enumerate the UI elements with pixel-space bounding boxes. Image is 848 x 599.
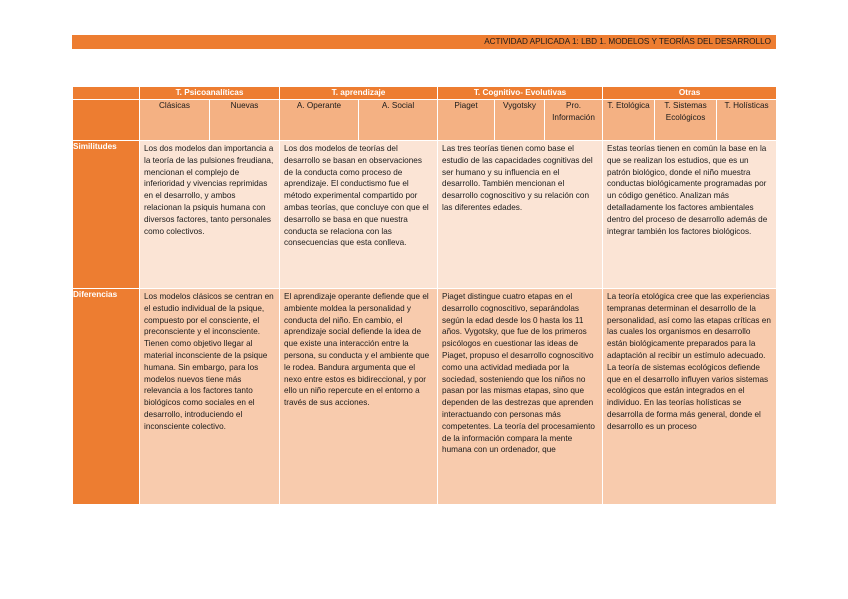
- similitudes-cognitivo-cell: Las tres teorías tienen como base el estudio de las capacidades cognitivas del ser humano y su influencia en el desarrollo. También mencionan el desarrollo cognoscitivo y su relación con las diferentes edades.: [438, 141, 603, 289]
- subheader-row: [73, 100, 777, 141]
- subheader-nuevas: Nuevas: [210, 100, 280, 141]
- theories-comparison-table: [72, 86, 777, 505]
- document-title-banner: ACTIVIDAD APLICADA 1: LBD 1. MODELOS Y TEORÍAS DEL DESARROLLO: [72, 35, 776, 49]
- diferencias-cognitivo-cell: Piaget distingue cuatro etapas en el desarrollo cognoscitivo, separándolas según la edad desde los 0 hasta los 11 años. Vygotsky, que fue de los primeros psicólogos en cuestionar las ideas de Piaget, propuso el desarrollo cognoscitivo como una actividad mediada por la sociedad, sosteniendo que los niños no pasan por las mismas etapas, sino que dependen de las destrezas que aprenden interactuando con personas más competentes. La teoría del procesamiento de la información compara la mente humana con un ordenador, que: [438, 289, 603, 505]
- similitudes-aprendizaje-cell: Los dos modelos de teorías del desarrollo se basan en observaciones de la conducta como proceso de aprendizaje. El conductismo fue el método experimental compartido por ambas teorías, que concluye con que el desarrollo se basa en que nuestra conducta se relaciona con las consecuencias que esta conlleva.: [280, 141, 438, 289]
- subheader-vygotsky: Vygotsky: [495, 100, 545, 141]
- group-header-aprendizaje: T. aprendizaje: [280, 87, 438, 100]
- subheader-a-social: A. Social: [359, 100, 438, 141]
- row-label-diferencias: Diferencias: [73, 289, 140, 505]
- subheader-t-sistemas-ecologicos: T. Sistemas Ecológicos: [655, 100, 717, 141]
- subheader-piaget: Piaget: [438, 100, 495, 141]
- diferencias-psicoanaliticas-cell: Los modelos clásicos se centran en el estudio individual de la psique, compuesto por el consciente, el preconsciente y el inconsciente. Tienen como objetivo llegar al material inconsciente de la psique humana. Sin embargo, para los modelos nuevos tiene más relevancia a los factores tanto biológicos como sociales en el desarrollo, introduciendo el inconsciente colectivo.: [140, 289, 280, 505]
- similitudes-otras-cell: Estas teorías tienen en común la base en la que se realizan los estudios, que es un patrón biológico, donde el niño muestra conductas biológicamente programadas por un código genético. Analizan más detalladamente los factores ambientales dentro del proceso de desarrollo además de integrar también los factores biológicos.: [603, 141, 777, 289]
- corner-cell: [73, 87, 140, 100]
- corner-cell: [73, 100, 140, 141]
- diferencias-aprendizaje-cell: El aprendizaje operante defiende que el ambiente moldea la personalidad y conducta del niño. En cambio, el aprendizaje social defiende la idea de que existe una interacción entre la persona, su conducta y el ambiente que le rodea. Bandura argumenta que el nexo entre estos es bidireccional, y por ello un niño repercute en el entorno a través de sus acciones.: [280, 289, 438, 505]
- subheader-t-etologica: T. Etológica: [603, 100, 655, 141]
- group-header-psicoanaliticas: T. Psicoanalíticas: [140, 87, 280, 100]
- diferencias-row: [73, 289, 777, 505]
- subheader-a-operante: A. Operante: [280, 100, 359, 141]
- row-label-similitudes: Similitudes: [73, 141, 140, 289]
- diferencias-otras-cell: La teoría etológica cree que las experiencias tempranas determinan el desarrollo de la personalidad, así como las etapas críticas en las cuales los organismos en desarrollo están biológicamente preparados para la adaptación al recibir un estímulo adecuado. La teoría de sistemas ecológicos defiende que en el desarrollo influyen varios sistemas ecológicos que están integrados en el individuo. En las teorías holísticas se desarrolla de forma más general, donde el desarrollo es un proceso: [603, 289, 777, 505]
- subheader-t-holisticas: T. Holísticas: [717, 100, 777, 141]
- similitudes-row: [73, 141, 777, 289]
- subheader-pro-informacion: Pro. Información: [545, 100, 603, 141]
- group-header-otras: Otras: [603, 87, 777, 100]
- group-header-cognitivo-evolutivas: T. Cognitivo- Evolutivas: [438, 87, 603, 100]
- similitudes-psicoanaliticas-cell: Los dos modelos dan importancia a la teoría de las pulsiones freudiana, mencionan el complejo de inferioridad y vivencias reprimidas en el desarrollo, y ambos relacionan la psiquis humana con diversos factores, tanto personales como colectivos.: [140, 141, 280, 289]
- group-header-row: [73, 87, 777, 100]
- subheader-clasicas: Clásicas: [140, 100, 210, 141]
